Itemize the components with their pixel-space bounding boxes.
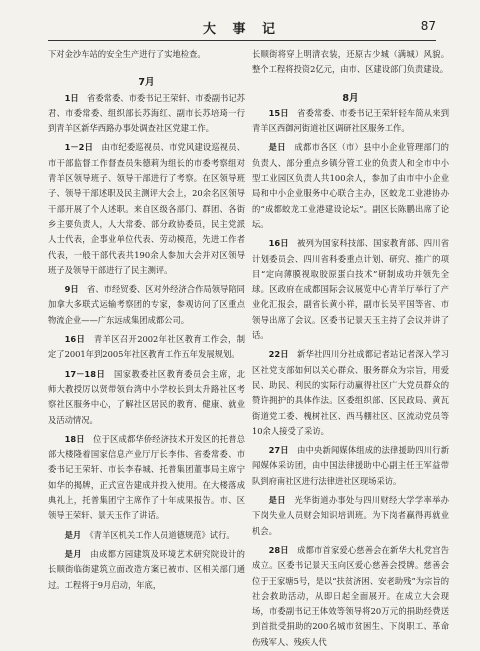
entry-date: 17－18日	[64, 368, 106, 379]
page-header	[48, 16, 436, 41]
entry-date: 27日	[268, 445, 289, 456]
entry-text: 青羊区召开2002年社区教育工作会，制定了2001年到2005年社区教育工作五年发展规划。	[48, 334, 245, 360]
right-column	[252, 47, 449, 650]
chronicle-entry	[48, 367, 245, 428]
chronicle-entry	[48, 547, 245, 593]
entry-date: 15日	[268, 107, 289, 118]
entry-date: 16日	[268, 238, 289, 249]
entry-date: 是月	[64, 529, 82, 540]
entry-date: 9日	[64, 284, 79, 295]
entry-date: 22日	[268, 349, 289, 360]
entry-text: 由成都方园建筑及环境艺术研究院设计的长顺街临街建筑立面改造方案已被市、区相关部门通过。工程将于9月启动，年底，	[48, 548, 245, 590]
entry-text: 省委常委、市委书记王荣轩轻车简从来到青羊区西御河街道社区调研社区服务工作。	[252, 107, 449, 134]
entry-date: 1日	[64, 92, 79, 103]
left-column	[48, 47, 245, 593]
entry-text: 由市纪委巡视员、市党风建设巡视员、市干部监督工作督查员朱德莉为组长的市委考察组对青羊区领导班子、领导干部进行了考察。在区领导班子、领导干部述职及民主测评大会上，20余名区领导干部开展了个人述职。来自区级各部门、群团、各街乡主要负责人，人大常委、部分政协委员，民主党派人士代表，企事业单位代表、劳动模范，先进工作者代表，一般干部代表共190余人参加大会并对区领导班子及领导干部进行了民主测评。	[48, 142, 245, 275]
continuation-text: 长顺街将穿上明清衣装，还原古少城（满城）风貌。整个工程将投资2亿元，由市、区建设部门负责建设。	[252, 49, 449, 75]
chronicle-entry	[252, 106, 449, 137]
running-title: 大 事 记	[202, 22, 282, 37]
entry-text: 成都市首家爱心慈善会在新华大札党宫告成立。区委书记景天玉向区爱心慈善会授牌。慈善会位于王家塘5号，是以“扶贫济困、安老助残”为宗旨的社会救助活动，从即日起全面展开。在成立大会现场，市委副书记王体效等领导将20万元的捐助经费送到首批受捐助的200名城市贫困生、下岗职工、革命伤残军人、残疾人代	[252, 544, 449, 647]
continuation-text: 下对金沙车站的安全生产进行了实地检查。	[48, 49, 206, 59]
chronicle-entry	[48, 91, 245, 137]
page-number: 87	[420, 19, 436, 33]
entry-date: 是月	[64, 548, 82, 559]
chronicle-entry	[48, 432, 245, 524]
chronicle-entry	[252, 543, 449, 650]
entry-date: 1－2日	[64, 142, 94, 153]
entry-text: 国家教委社区教育委员会主席，北师大教授厉以贤带领台湾中小学校长到太升路社区考察社区服务中心，了解社区居民的教育、健康、就业及活动情况。	[48, 368, 245, 425]
chronicle-entry	[252, 493, 449, 539]
chronicle-entry	[252, 236, 449, 343]
chronicle-entry	[252, 347, 449, 439]
entry-text: 被列为国家科技部、国家教育部、四川省计划委员会、四川省科委重点计划、研究、推广的项目“定向薄膜视取胶原蛋白技术”研制成功并领先全球。区政府在成都国际会议展览中心青羊厅举行了产业化汇报会，副省长黄小祥，副市长吴平国等省、市领导出席了会议。区委书记景天玉主持了会议并讲了话。	[252, 238, 449, 341]
entry-text: 《青羊区机关工作人员道德规范》试行。	[81, 529, 235, 540]
entry-text: 新华社四川分社成都记者站记者深入学习区社党支部如何以关心群众、服务群众为宗旨，用爱民、助民、利民的实际行动赢得社区广大党员群众的赞许拥护的具体作法。区委组织部、区民政局、黄瓦街道党工委、槐树社区、西马棚社区、区流动党员等10余人接受了采访。	[252, 349, 449, 436]
entry-date: 是日	[268, 142, 286, 153]
entry-text: 省、市经贸委、区对外经济合作局领导陪同加拿大多联式运输考察团的专家，参观访问了区重点物流企业——广东远成集团成都公司。	[48, 284, 245, 325]
month-heading: 7月	[138, 77, 155, 89]
chronicle-entry	[48, 332, 245, 363]
entry-text: 光华街道办事处与四川财经大学学率举办下岗失业人员财会知识培训班。为下岗者赢得再就业机会。	[252, 495, 449, 536]
chronicle-entry	[48, 282, 245, 328]
chronicle-entry	[252, 140, 449, 232]
entry-text: 成都市各区（市）县中小企业管理部门的负责人、部分重点乡镇分管工业的负责人和全市中小型工业园区负责人共100余人，参加了由市中小企业局和中小企业服务中心联合主办，区蛟龙工业港协办的“成都蛟龙工业港建设论坛”。副区长陈鹏出席了论坛。	[252, 142, 449, 229]
chronicle-entry	[48, 140, 245, 278]
chronicle-entry	[48, 528, 245, 543]
entry-date: 16日	[64, 334, 86, 345]
month-heading: 8月	[342, 92, 359, 104]
entry-date: 是日	[268, 495, 286, 506]
entry-text: 位于区成都华侨经济技术开发区的托普总部大楼隆着国家信息产业厅厅长李伟、省委常委、市委书记王荣轩、市长李春城、托普集团董事局主席宁如华的揭牌，正式宣告建成并投入使用。在大楼落成典礼上，托普集团宁主席作了十年成果报告。市、区领导王荣轩、景天玉作了讲话。	[48, 433, 245, 521]
chronicle-entry	[252, 443, 449, 489]
entry-text: 省委常委、市委书记王荣轩、市委副书记苏君、市委常委、组织部长苏海红、副市长苏培琦一行到青羊区新华西路办事处调查社区党建工作。	[48, 92, 245, 134]
entry-text: 由中央新闻媒体组成的法律援助四川行新闻媒体采访团，由中国法律援助中心副主任王军益带队到府南社区进行法律进社区现场采访。	[252, 445, 449, 486]
entry-date: 18日	[64, 433, 85, 444]
entry-date: 28日	[268, 544, 289, 555]
